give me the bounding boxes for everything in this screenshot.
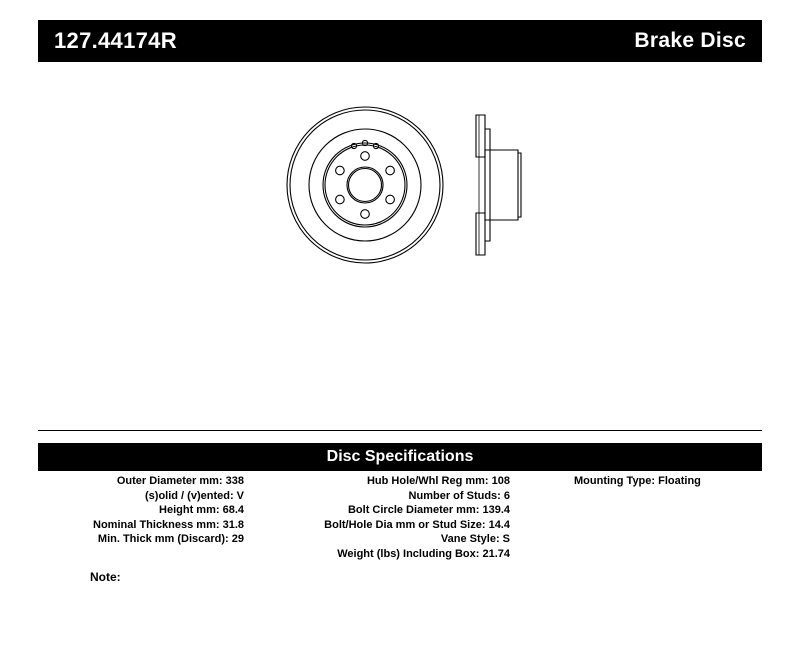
section-divider xyxy=(38,430,762,431)
spec-section-title: Disc Specifications xyxy=(326,448,474,465)
note-label: Note: xyxy=(90,570,121,584)
spec-item: Weight (lbs) Including Box: 21.74 xyxy=(337,547,510,560)
spec-item: Bolt Circle Diameter mm: 139.4 xyxy=(347,504,510,517)
spec-item: Hub Hole/Whl Reg mm: 108 xyxy=(366,475,510,487)
rotor-drawing xyxy=(280,95,540,275)
spec-item: Bolt/Hole Dia mm or Stud Size: 14.4 xyxy=(324,518,510,531)
spec-item: Nominal Thickness mm: 31.8 xyxy=(93,518,244,531)
spec-item: Outer Diameter mm: 338 xyxy=(116,475,244,487)
spec-item: Number of Studs: 6 xyxy=(408,489,510,502)
spec-column-left xyxy=(38,474,244,547)
spec-column-middle xyxy=(254,474,510,562)
header-bar xyxy=(38,20,762,62)
spec-section-header xyxy=(38,443,762,471)
spec-item: (s)olid / (v)ented: V xyxy=(145,489,244,502)
spec-item: Min. Thick mm (Discard): 29 xyxy=(97,533,244,546)
spec-item: Mounting Type: Floating xyxy=(574,475,701,487)
spec-column-right xyxy=(524,474,762,489)
spec-item: Height mm: 68.4 xyxy=(159,504,244,517)
spec-columns xyxy=(38,474,762,584)
part-number: 127.44174R xyxy=(54,28,177,53)
spec-item: Vane Style: S xyxy=(440,533,510,546)
page-title: Brake Disc xyxy=(634,29,746,52)
